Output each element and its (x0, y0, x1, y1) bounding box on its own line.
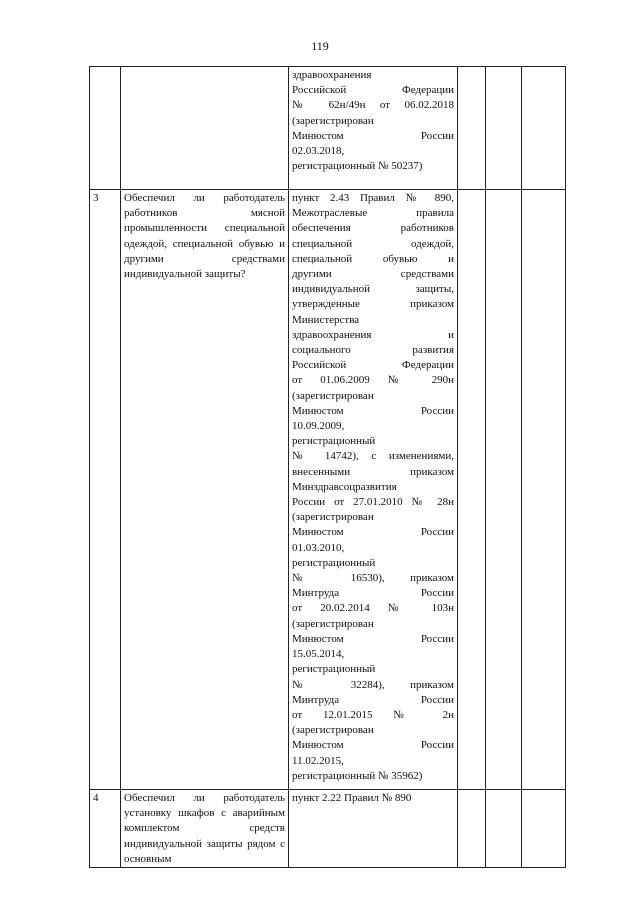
requirements-cell (289, 190, 458, 790)
requirements-line: пункт 2.43 Правил № 890, (292, 192, 454, 204)
answer-yes-cell (458, 190, 486, 790)
answer-no-cell (486, 790, 522, 868)
requirements-line: (зарегистрирован (292, 114, 374, 127)
requirements-line: от 20.02.2014 № 103н (292, 602, 454, 615)
table-row (90, 67, 566, 190)
requirements-line: здравоохранения и (292, 328, 454, 341)
requirements-line: Министерства (292, 313, 360, 326)
row-number-cell (90, 67, 121, 190)
requirements-line: регистрационный (292, 663, 376, 676)
answer-yes-cell (458, 67, 486, 190)
requirements-line: от 01.06.2009 № 290н (292, 374, 454, 387)
requirements-line: № 32284), приказом (292, 678, 454, 691)
answer-no-cell (486, 190, 522, 790)
requirements-line: от 12.01.2015 № 2н (292, 708, 454, 721)
requirements-line: специальной одеждой, (292, 237, 454, 250)
requirements-line: Минтруда России (292, 693, 454, 706)
requirements-line: Минюстом России (292, 404, 454, 417)
checklist-table (89, 66, 566, 868)
requirements-line: 11.02.2015, (292, 754, 344, 767)
requirements-line: регистрационный № 35962) (292, 769, 423, 782)
requirements-line: (зарегистрирован (292, 617, 374, 630)
requirements-line: Минздравсоцразвития (292, 480, 397, 493)
row-number-cell: 4 (90, 790, 121, 868)
requirements-line: (зарегистрирован (292, 724, 374, 737)
requirements-line: Минюстом России (292, 632, 454, 645)
requirements-line: № 16530), приказом (292, 572, 454, 585)
requirements-line: Межотраслевые правила (292, 207, 454, 220)
requirements-line: России от 27.01.2010 № 28н (292, 496, 454, 509)
answer-no-cell (486, 67, 522, 190)
requirements-line: другими средствами (292, 268, 454, 281)
table-row (90, 790, 566, 868)
requirements-line: 02.03.2018, (292, 145, 345, 158)
table-row (90, 190, 566, 790)
requirements-line: регистрационный № 50237) (292, 160, 423, 173)
requirements-line: обеспечения работников (292, 222, 454, 235)
requirements-line: социального развития (292, 344, 454, 357)
requirements-line: 01.03.2010, (292, 541, 345, 554)
requirements-line: утвержденные приказом (292, 298, 454, 311)
row-number-cell: 3 (90, 190, 121, 790)
requirements-line: Минюстом России (292, 526, 454, 539)
question-cell: Обеспечил ли работодатель работников мясной промышленности специальной одеждой, специальной обувью и другими средствами индивидуальной защиты? (121, 190, 289, 790)
requirements-line: пункт 2.22 Правил № 890 (292, 792, 412, 804)
requirements-line: индивидуальной защиты, (292, 283, 454, 296)
answer-yes-cell (458, 790, 486, 868)
requirements-line: регистрационный (292, 556, 376, 569)
requirements-line: регистрационный (292, 435, 376, 448)
requirements-cell (289, 790, 458, 868)
not-applicable-cell (522, 67, 566, 190)
requirements-line: Минтруда России (292, 587, 454, 600)
requirements-line: специальной обувью и (292, 252, 454, 265)
requirements-line: (зарегистрирован (292, 389, 374, 402)
requirements-line: 10.09.2009, (292, 420, 345, 433)
requirements-line: № 14742), с изменениями, (292, 450, 454, 463)
not-applicable-cell (522, 790, 566, 868)
question-cell: Обеспечил ли работодатель установку шкафов с аварийным комплектом средств индивидуальной защиты рядом с основным (121, 790, 289, 868)
question-cell (121, 67, 289, 190)
requirements-line: Российской Федерации (292, 359, 454, 372)
requirements-line: Российской Федерации (292, 84, 454, 97)
requirements-line: № 62н/49н от 06.02.2018 (292, 99, 454, 112)
requirements-line: (зарегистрирован (292, 511, 374, 524)
requirements-line: Минюстом России (292, 129, 454, 142)
requirements-line: здравоохранения (292, 69, 372, 81)
page-number: 119 (311, 39, 329, 53)
requirements-cell (289, 67, 458, 190)
not-applicable-cell (522, 190, 566, 790)
requirements-line: 15.05.2014, (292, 648, 345, 661)
requirements-line: Минюстом России (292, 739, 454, 752)
requirements-line: внесенными приказом (292, 465, 454, 478)
